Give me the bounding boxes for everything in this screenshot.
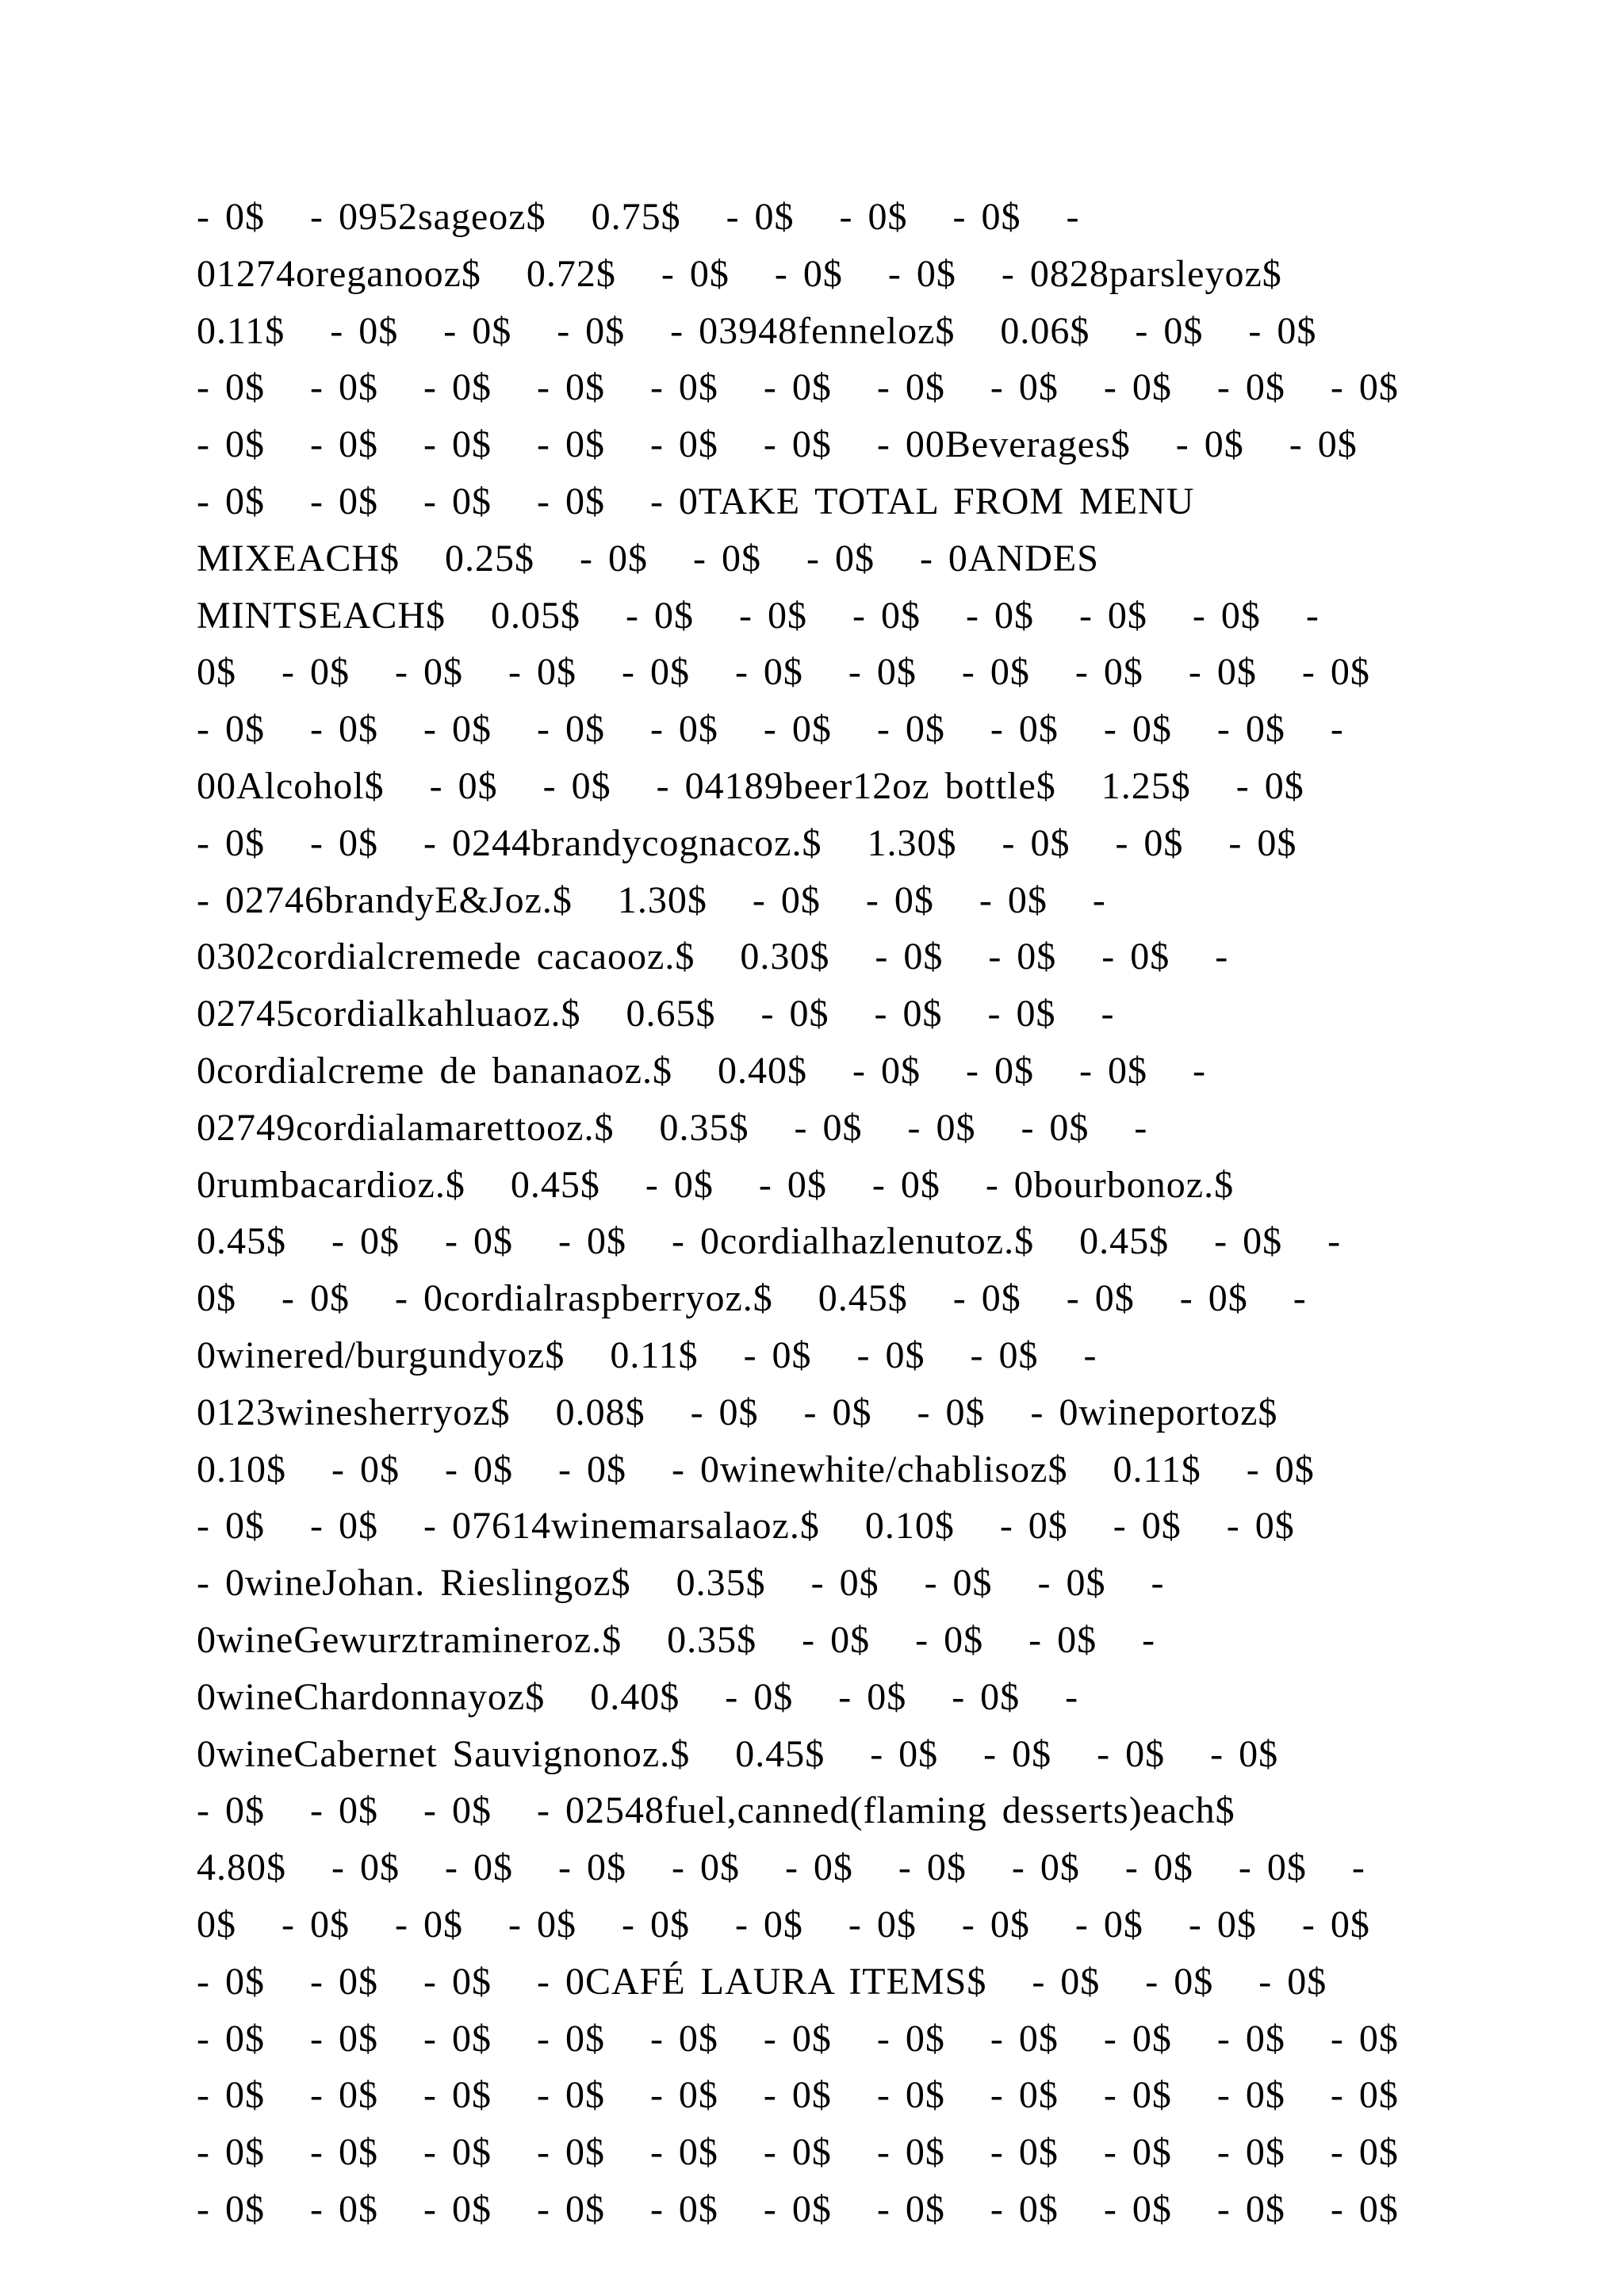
- text-line-30: 4.80$ - 0$ - 0$ - 0$ - 0$ - 0$ - 0$ - 0$ - 0$ - 0$ -: [197, 1846, 1365, 1889]
- text-line-29: - 0$ - 0$ - 0$ - 02548fuel,canned(flaming desserts)each$: [197, 1789, 1235, 1832]
- text-line-5: - 0$ - 0$ - 0$ - 0$ - 0$ - 0$ - 00Beverages$ - 0$ - 0$: [197, 423, 1358, 466]
- text-line-13: - 02746brandyE&Joz.$ 1.30$ - 0$ - 0$ - 0$ -: [197, 878, 1106, 921]
- text-line-16: 0cordialcreme de bananaoz.$ 0.40$ - 0$ - 0$ - 0$ -: [197, 1049, 1206, 1092]
- text-line-23: 0.10$ - 0$ - 0$ - 0$ - 0winewhite/chablisoz$ 0.11$ - 0$: [197, 1448, 1315, 1490]
- text-line-24: - 0$ - 0$ - 07614winemarsalaoz.$ 0.10$ - 0$ - 0$ - 0$: [197, 1505, 1295, 1548]
- text-line-27: 0wineChardonnayoz$ 0.40$ - 0$ - 0$ - 0$ -: [197, 1675, 1079, 1718]
- text-line-4: - 0$ - 0$ - 0$ - 0$ - 0$ - 0$ - 0$ - 0$ - 0$ - 0$ - 0$: [197, 366, 1399, 409]
- text-line-26: 0wineGewurztramineroz.$ 0.35$ - 0$ - 0$ - 0$ -: [197, 1618, 1156, 1661]
- text-line-32: - 0$ - 0$ - 0$ - 0CAFÉ LAURA ITEMS$ - 0$ - 0$ - 0$: [197, 1960, 1327, 2003]
- text-line-1: - 0$ - 0952sageoz$ 0.75$ - 0$ - 0$ - 0$ -: [197, 196, 1080, 238]
- text-line-11: 00Alcohol$ - 0$ - 0$ - 04189beer12oz bottle$ 1.25$ - 0$: [197, 764, 1304, 807]
- text-line-22: 0123winesherryoz$ 0.08$ - 0$ - 0$ - 0$ - 0wineportoz$: [197, 1391, 1278, 1433]
- text-line-9: 0$ - 0$ - 0$ - 0$ - 0$ - 0$ - 0$ - 0$ - 0$ - 0$ - 0$: [197, 651, 1370, 694]
- text-line-8: MINTSEACH$ 0.05$ - 0$ - 0$ - 0$ - 0$ - 0$ - 0$ -: [197, 594, 1320, 637]
- text-line-21: 0winered/burgundyoz$ 0.11$ - 0$ - 0$ - 0$ -: [197, 1334, 1097, 1376]
- text-line-14: 0302cordialcremede cacaooz.$ 0.30$ - 0$ - 0$ - 0$ -: [197, 936, 1229, 978]
- text-line-31: 0$ - 0$ - 0$ - 0$ - 0$ - 0$ - 0$ - 0$ - 0$ - 0$ - 0$: [197, 1903, 1370, 1946]
- text-line-12: - 0$ - 0$ - 0244brandycognacoz.$ 1.30$ - 0$ - 0$ - 0$: [197, 821, 1297, 864]
- text-line-10: - 0$ - 0$ - 0$ - 0$ - 0$ - 0$ - 0$ - 0$ - 0$ - 0$ -: [197, 708, 1344, 751]
- text-line-15: 02745cordialkahluaoz.$ 0.65$ - 0$ - 0$ - 0$ -: [197, 993, 1115, 1035]
- document-text-block: [197, 189, 1450, 2238]
- text-line-36: - 0$ - 0$ - 0$ - 0$ - 0$ - 0$ - 0$ - 0$ - 0$ - 0$ - 0$: [197, 2187, 1399, 2230]
- text-line-17: 02749cordialamarettooz.$ 0.35$ - 0$ - 0$ - 0$ -: [197, 1106, 1148, 1149]
- text-line-35: - 0$ - 0$ - 0$ - 0$ - 0$ - 0$ - 0$ - 0$ - 0$ - 0$ - 0$: [197, 2131, 1399, 2174]
- text-line-7: MIXEACH$ 0.25$ - 0$ - 0$ - 0$ - 0ANDES: [197, 537, 1099, 580]
- text-line-19: 0.45$ - 0$ - 0$ - 0$ - 0cordialhazlenutoz.$ 0.45$ - 0$ -: [197, 1220, 1342, 1263]
- text-line-3: 0.11$ - 0$ - 0$ - 0$ - 03948fenneloz$ 0.06$ - 0$ - 0$: [197, 309, 1317, 352]
- text-line-2: 01274oreganooz$ 0.72$ - 0$ - 0$ - 0$ - 0828parsleyoz$: [197, 252, 1282, 295]
- text-line-28: 0wineCabernet Sauvignonoz.$ 0.45$ - 0$ - 0$ - 0$ - 0$: [197, 1732, 1279, 1775]
- text-line-34: - 0$ - 0$ - 0$ - 0$ - 0$ - 0$ - 0$ - 0$ - 0$ - 0$ - 0$: [197, 2074, 1399, 2117]
- text-line-33: - 0$ - 0$ - 0$ - 0$ - 0$ - 0$ - 0$ - 0$ - 0$ - 0$ - 0$: [197, 2017, 1399, 2060]
- text-line-20: 0$ - 0$ - 0cordialraspberryoz.$ 0.45$ - 0$ - 0$ - 0$ -: [197, 1277, 1307, 1320]
- text-line-18: 0rumbacardioz.$ 0.45$ - 0$ - 0$ - 0$ - 0bourbonoz.$: [197, 1163, 1235, 1206]
- text-line-6: - 0$ - 0$ - 0$ - 0$ - 0TAKE TOTAL FROM MENU: [197, 480, 1195, 522]
- text-line-25: - 0wineJohan. Rieslingoz$ 0.35$ - 0$ - 0$ - 0$ -: [197, 1562, 1165, 1605]
